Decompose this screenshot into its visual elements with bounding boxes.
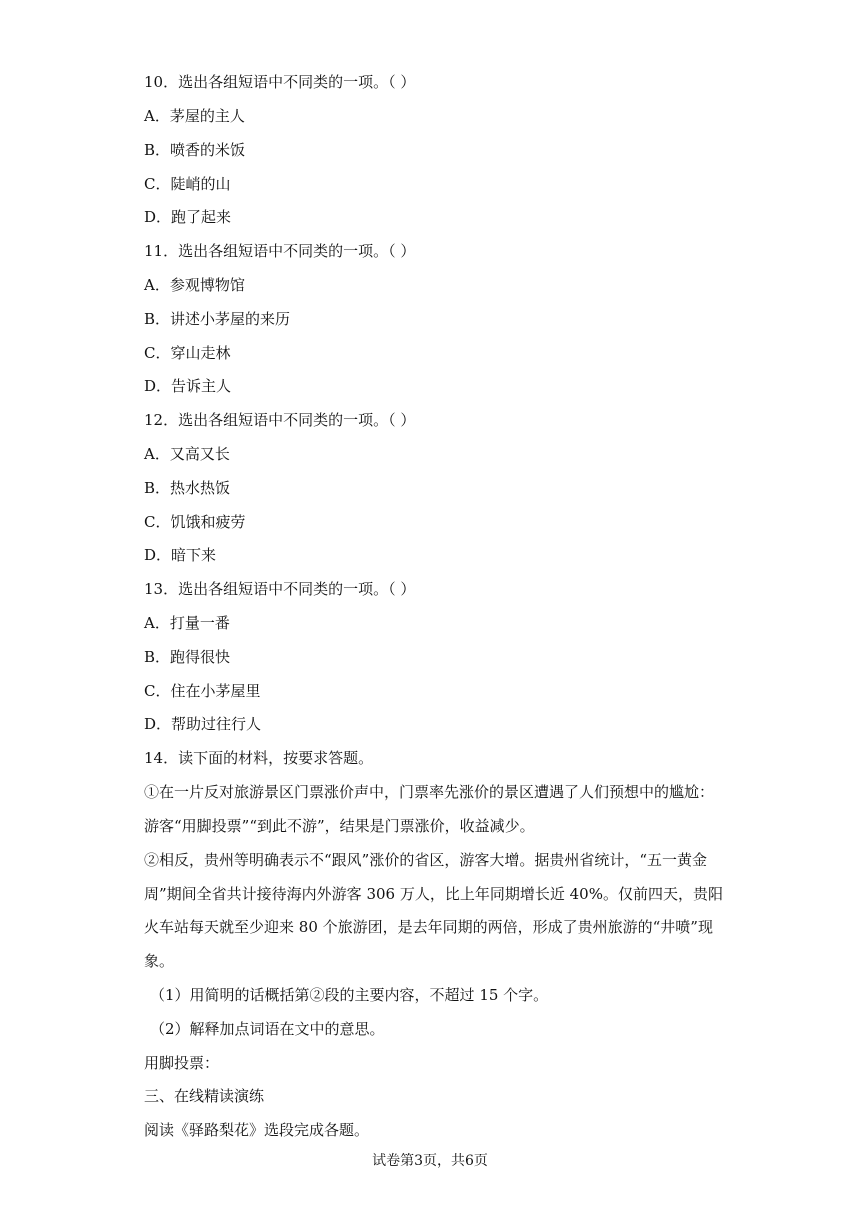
question-13-option-b: B．跑得很快 <box>144 648 231 666</box>
question-10-option-b: B．喷香的米饭 <box>144 141 246 159</box>
question-12-option-a: A．又高又长 <box>144 445 230 463</box>
section-3-instruction: 阅读《驿路梨花》选段完成各题。 <box>144 1121 370 1139</box>
question-14-sub1: （1）用简明的话概括第②段的主要内容，不超过 15 个字。 <box>150 986 549 1004</box>
question-11-option-d: D．告诉主人 <box>144 377 232 395</box>
material-para1-line1: ①在一片反对旅游景区门票涨价声中，门票率先涨价的景区遭遇了人们预想中的尴尬： <box>144 783 715 801</box>
question-13-option-a: A．打量一番 <box>144 614 230 632</box>
question-12-option-d: D．暗下来 <box>144 546 217 564</box>
term-yongjiaotoupiao: 用脚投票： <box>144 1054 220 1072</box>
question-11-stem: 11．选出各组短语中不同类的一项。（ ） <box>144 242 416 260</box>
question-14-sub2: （2）解释加点词语在文中的意思。 <box>150 1020 385 1038</box>
material-para2-line3: 火车站每天就至少迎来 80 个旅游团，是去年同期的两倍，形成了贵州旅游的“井喷”现 <box>144 918 713 936</box>
question-11-option-c: C．穿山走林 <box>144 344 231 362</box>
question-12-stem: 12．选出各组短语中不同类的一项。（ ） <box>144 411 416 429</box>
question-12-option-c: C．饥饿和疲劳 <box>144 513 246 531</box>
question-10-option-d: D．跑了起来 <box>144 208 232 226</box>
material-para2-line1: ②相反，贵州等明确表示不“跟风”涨价的省区，游客大增。据贵州省统计，“五一黄金 <box>144 851 708 869</box>
material-para2-line4: 象。 <box>144 952 175 970</box>
question-10-option-a: A．茅屋的主人 <box>144 107 245 125</box>
question-10-option-c: C．陡峭的山 <box>144 175 231 193</box>
page-footer: 试卷第3页，共6页 <box>372 1153 488 1169</box>
question-14-stem: 14．读下面的材料，按要求答题。 <box>144 749 374 767</box>
question-13-option-d: D．帮助过往行人 <box>144 715 262 733</box>
question-12-option-b: B．热水热饭 <box>144 479 231 497</box>
material-para1-line2: 游客“用脚投票”“到此不游”，结果是门票涨价，收益减少。 <box>144 817 535 835</box>
material-para2-line2: 周”期间全省共计接待海内外游客 306 万人，比上年同期增长近 40%。仅前四天，贵阳 <box>144 885 723 903</box>
question-11-option-a: A．参观博物馆 <box>144 276 245 294</box>
section-3-title: 三、在线精读演练 <box>144 1087 265 1105</box>
question-10-stem: 10．选出各组短语中不同类的一项。（ ） <box>144 73 416 91</box>
question-11-option-b: B．讲述小茅屋的来历 <box>144 310 291 328</box>
question-13-stem: 13．选出各组短语中不同类的一项。（ ） <box>144 580 416 598</box>
question-13-option-c: C．住在小茅屋里 <box>144 682 261 700</box>
